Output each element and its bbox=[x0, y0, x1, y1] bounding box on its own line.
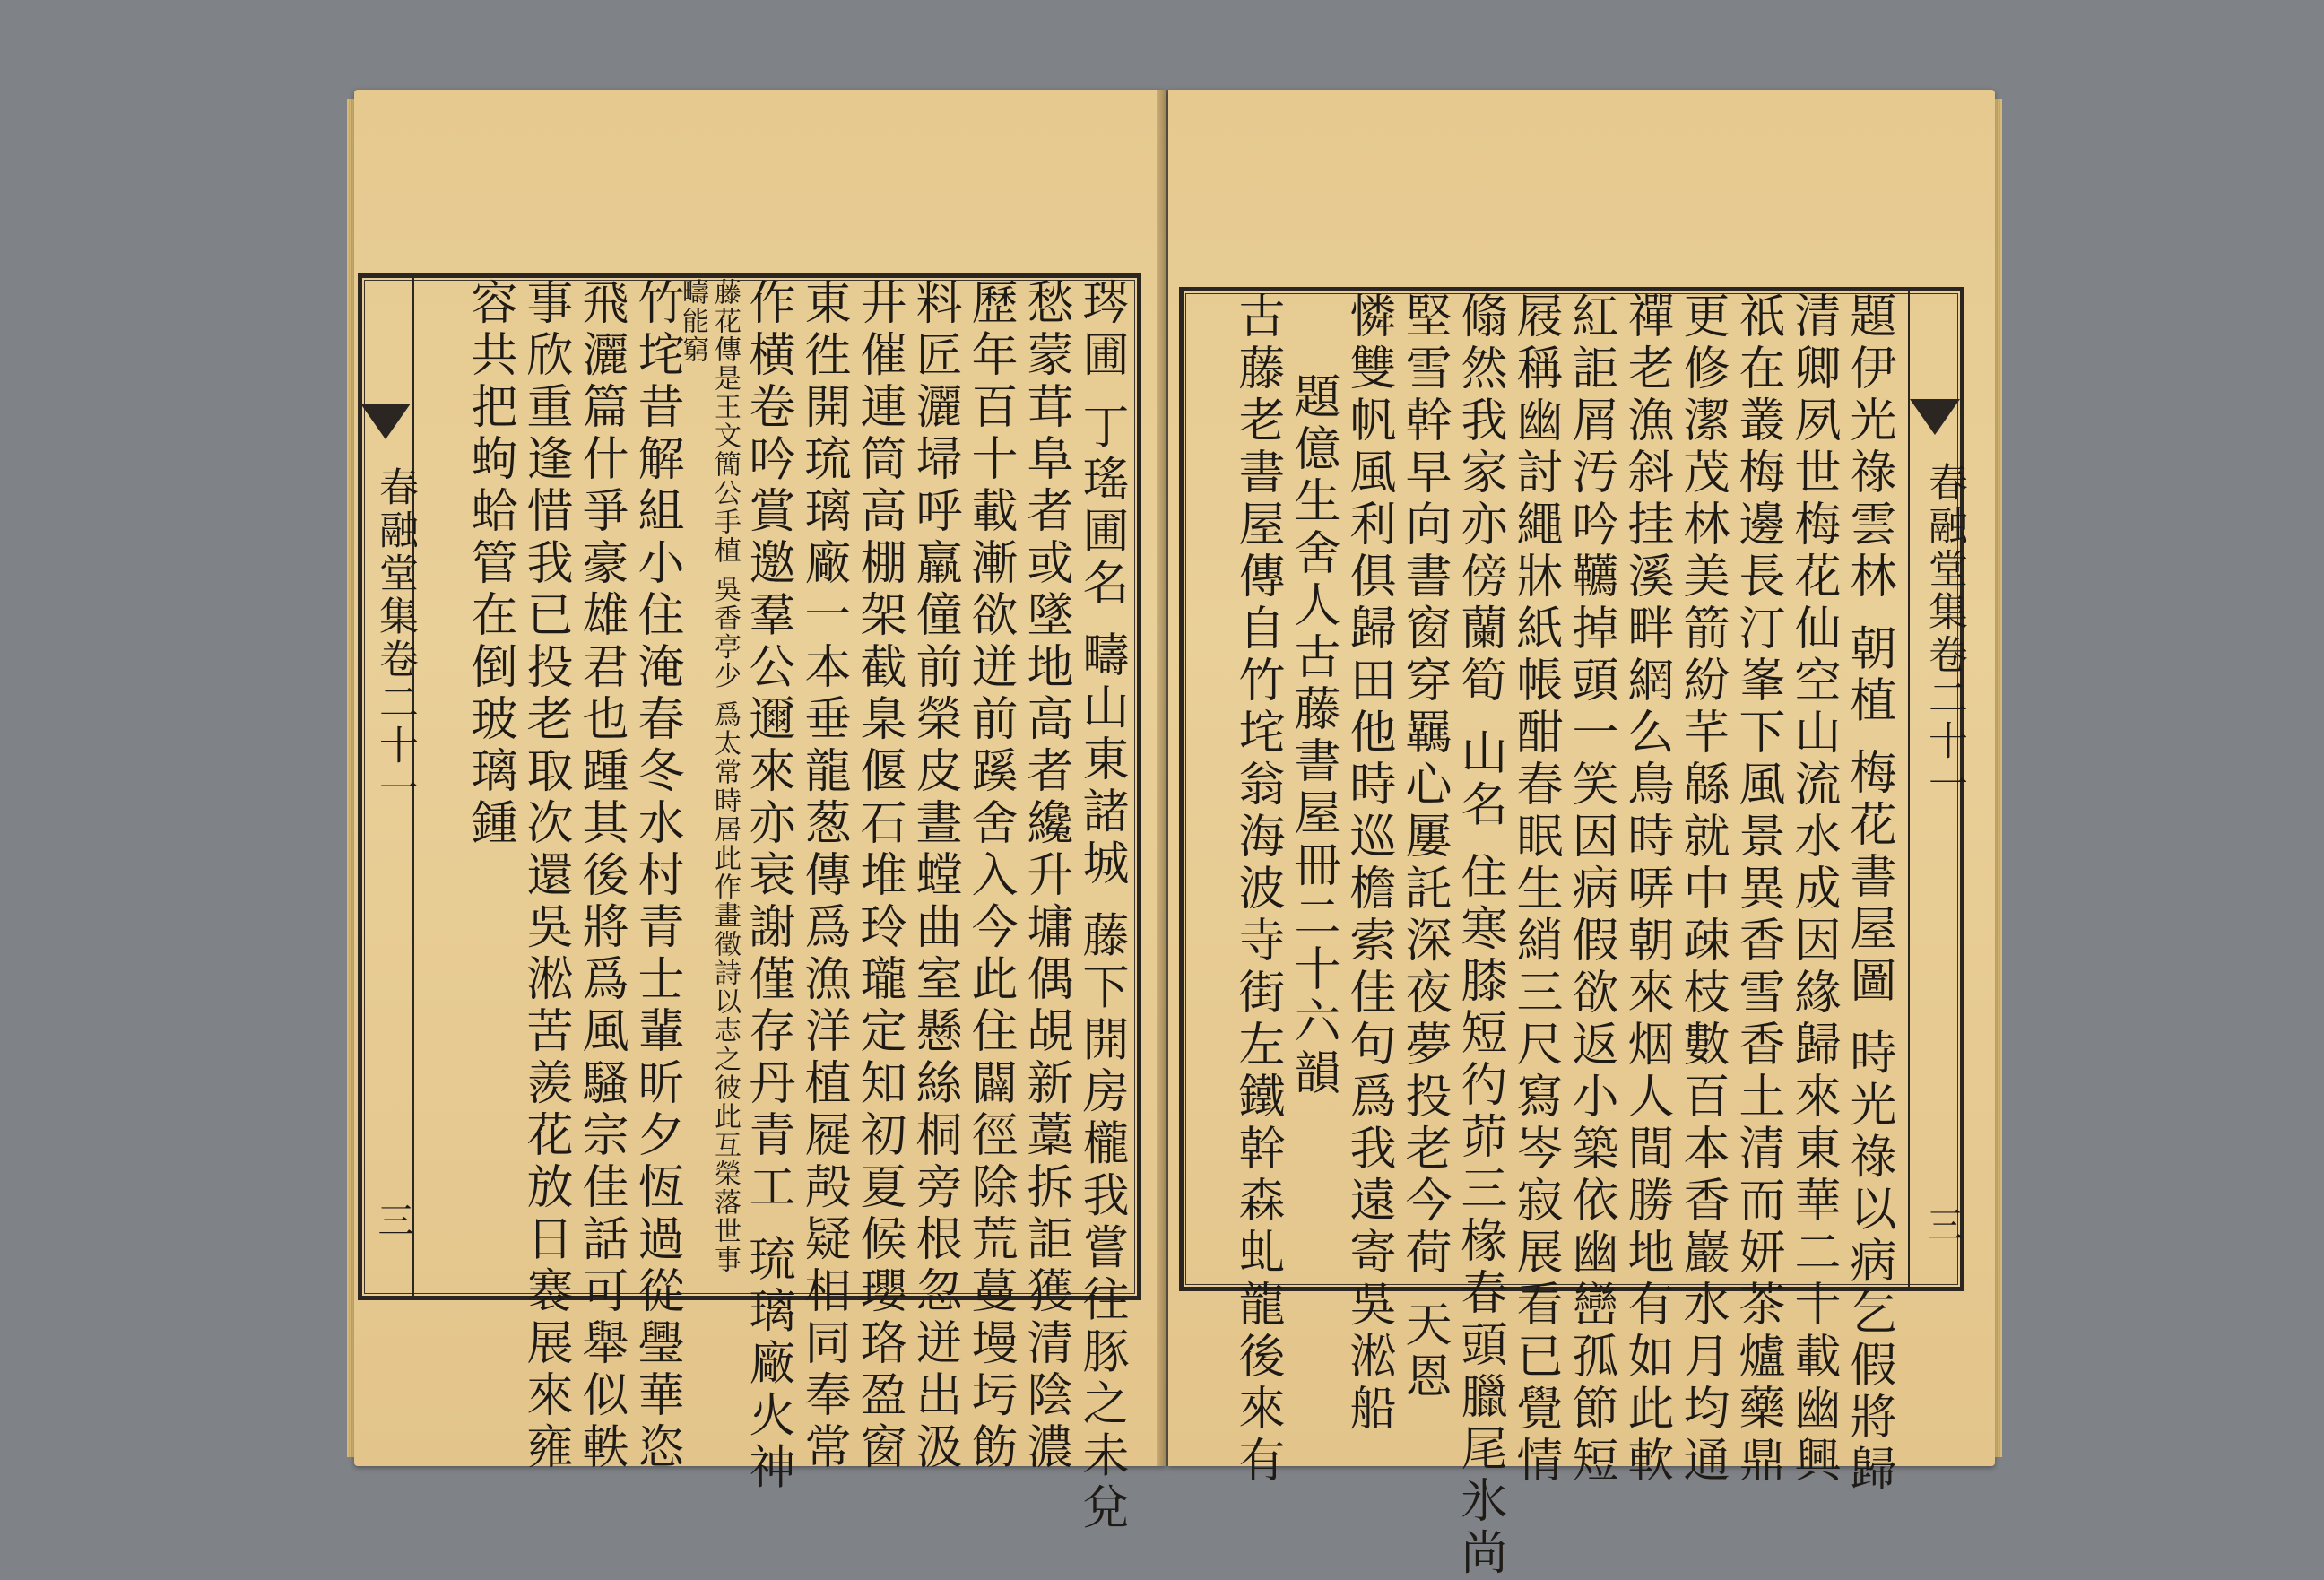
right-page-number: 三 bbox=[1921, 1206, 1963, 1242]
right-col-2: 清卿夙世梅花仙空山流水成因緣歸來東華二十載幽興 bbox=[1786, 291, 1840, 1488]
right-col-3: 祇在叢梅邊長汀峯下風景異香雪香土清而妍茶爐藥鼎 bbox=[1730, 291, 1784, 1488]
left-col-3: 歷年百十載漸欲迸前蹊舍入今此住闢徑除荒蔓墁圬飭 bbox=[963, 278, 1017, 1474]
left-col-12: 容共把蚼蛤管在倒玻璃鍾 bbox=[463, 278, 516, 850]
left-banxin bbox=[359, 278, 418, 1296]
fish-tail-top-icon bbox=[360, 404, 411, 439]
right-banxin bbox=[1908, 291, 1967, 1287]
open-book bbox=[354, 90, 1995, 1580]
right-col-4: 更修潔茂林美箭紛芊緜就中疎枝數百本香巖水月均通 bbox=[1675, 291, 1729, 1488]
left-col-6: 東徃開琉璃廠一本垂龍葱傳爲漁洋植屣殸疑相同奉常 bbox=[796, 278, 850, 1474]
left-col-4: 料匠灑埽呼羸僮前榮皮晝螳曲室懸絲桐旁根忽迸出汲 bbox=[907, 278, 961, 1474]
right-col-10: 憐雙帆風利俱歸田他時巡檐索佳句爲我遠寄吳淞船 bbox=[1341, 291, 1395, 1436]
left-page-number: 三 bbox=[372, 1202, 413, 1237]
left-col-5: 井催連筒高棚架截臬偃石堆玲瓏定知初夏候瓔珞盈窗 bbox=[852, 278, 906, 1474]
right-col-7: 屐稱幽討繩牀紙帳酣春眠生綃三尺寫岑寂展看已覺情 bbox=[1508, 291, 1562, 1488]
left-col-11: 事欣重逢惜我已投老取次還吳淞苦羨花放日褰展來雍 bbox=[518, 278, 572, 1474]
right-col-1: 題伊光祿雲林 朝植 梅花書屋圖 時光祿以病乞假將歸 bbox=[1842, 291, 1895, 1497]
fish-tail-top-icon bbox=[1910, 399, 1960, 435]
left-page bbox=[354, 90, 1166, 1535]
left-banxin-title: 春融堂集卷二十一 bbox=[372, 466, 418, 811]
right-col-11: 題億生舍人古藤書屋冊二十六韻 bbox=[1286, 372, 1340, 1100]
left-col-10: 飛灑篇什爭豪雄君也踵其後將爲風騷宗佳話可舉似軼 bbox=[574, 278, 628, 1474]
right-banxin-title: 春融堂集卷二十一 bbox=[1921, 462, 1967, 806]
right-page-frame bbox=[1179, 287, 1967, 1580]
left-col-8: 藤花傳是王文簡公手植 吳香亭少 爲太常時居此作畫徵詩以志之彼此互榮落世事疇能窮 bbox=[677, 278, 741, 1275]
left-col-1: 琌圃 丁瑤圃名 疇山東諸城 藤下開房櫳我嘗往豚之未兌 bbox=[1074, 278, 1128, 1535]
right-col-5: 禪老漁斜挂溪畔網么鳥時哢朝來烟人間勝地有如此軟 bbox=[1619, 291, 1673, 1488]
left-col-2: 愁蒙茸阜者或墜地高者纔升墉偶覘新藁拆詎獲清陰濃 bbox=[1019, 278, 1072, 1474]
right-col-9: 堅雪幹早向書窗穿羈心屢託深夜夢投老今荷 天恩 bbox=[1397, 291, 1451, 1404]
left-col-9: 竹垞昔解組小住淹春冬水村青士輩昕夕恆過從璺華恣 bbox=[629, 278, 683, 1474]
left-col-7: 作横卷吟賞邀羣公邇來亦衰謝僅存丹青工 琉璃廠火神 bbox=[741, 278, 794, 1495]
right-col-6: 紅詎屑汚吟韉掉頭一笑因病假欲返小築依幽巒孤節短 bbox=[1564, 291, 1617, 1488]
left-page-frame bbox=[358, 273, 1141, 1535]
right-col-8: 翛然我家亦傍蘭筍 山名 住寒膝短彴茆三椽春頭臘尾氷尚 bbox=[1452, 291, 1506, 1580]
right-col-12: 古藤老書屋傳自竹垞翁海波寺街左鐵幹森虬龍後來有 bbox=[1230, 291, 1284, 1488]
